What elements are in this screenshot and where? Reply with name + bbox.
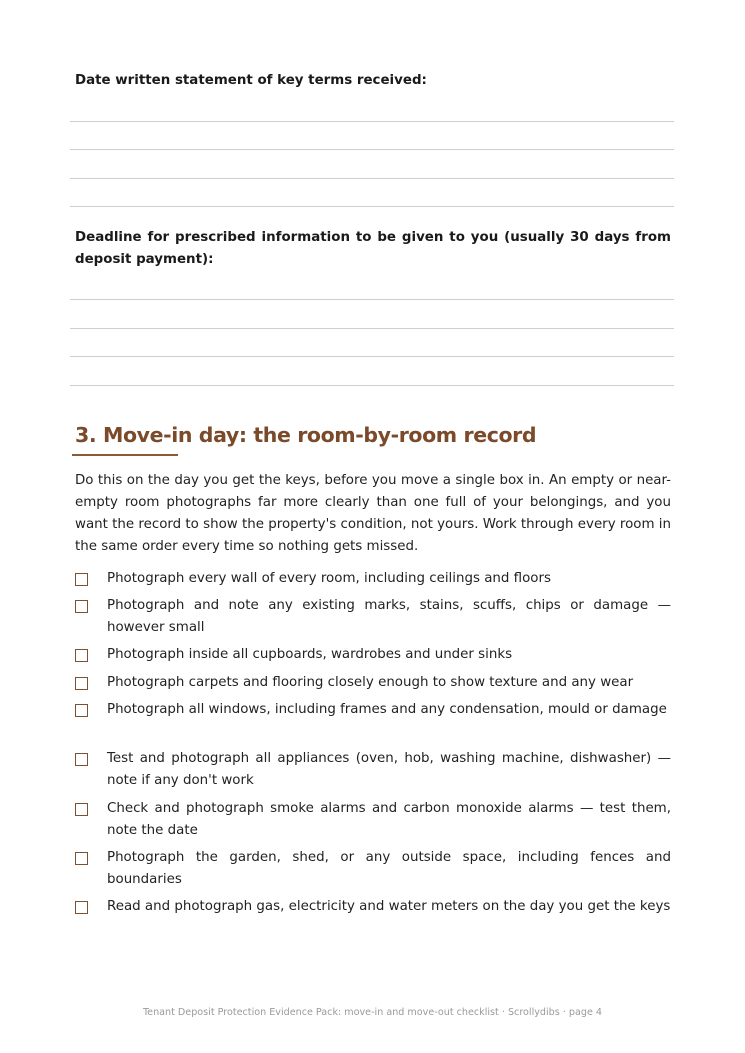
checkbox[interactable] — [75, 649, 88, 662]
section-heading: 3. Move-in day: the room-by-room record — [75, 423, 537, 447]
writing-line[interactable] — [70, 328, 674, 329]
checklist-item-text: Photograph and note any existing marks, stains, scuffs, chips or damage — however small — [107, 598, 671, 635]
writing-line[interactable] — [70, 178, 674, 179]
checkbox[interactable] — [75, 600, 88, 613]
field-label-prescribed-info-deadline: Deadline for prescribed information to be given to you (usually 30 days from deposit payment): — [75, 230, 671, 267]
checklist-item-text: Photograph carpets and flooring closely enough to show texture and any wear — [107, 675, 634, 690]
writing-line[interactable] — [70, 299, 674, 300]
writing-line[interactable] — [70, 385, 674, 386]
checklist-item-text: Photograph all windows, including frames and any condensation, mould or damage — [107, 702, 667, 717]
checkbox[interactable] — [75, 753, 88, 766]
checklist-item-text: Read and photograph gas, electricity and water meters on the day you get the keys — [107, 899, 671, 914]
checklist-item-text: Photograph the garden, shed, or any outside space, including fences and boundaries — [107, 850, 671, 887]
writing-line[interactable] — [70, 206, 674, 207]
checkbox[interactable] — [75, 803, 88, 816]
checklist-item-text: Photograph inside all cupboards, wardrobes and under sinks — [107, 647, 513, 662]
checkbox[interactable] — [75, 901, 88, 914]
writing-line[interactable] — [70, 121, 674, 122]
checkbox[interactable] — [75, 852, 88, 865]
page-footer: Tenant Deposit Protection Evidence Pack: move-in and move-out checklist · Scrollydibs · page 4 — [142, 1007, 603, 1018]
writing-line[interactable] — [70, 149, 674, 150]
section-intro: Do this on the day you get the keys, before you move a single box in. An empty or near-empty room photographs far more clearly than one full of your belongings, and you want the record to show the property's condition, not yours. Work through every room in the same order every time so nothing gets missed. — [75, 473, 671, 554]
writing-line[interactable] — [70, 356, 674, 357]
checklist-item-text: Photograph every wall of every room, including ceilings and floors — [107, 571, 551, 586]
field-label-key-terms-date: Date written statement of key terms received: — [75, 73, 427, 88]
checklist-item-text: Check and photograph smoke alarms and carbon monoxide alarms — test them, note the date — [107, 801, 671, 838]
checkbox[interactable] — [75, 704, 88, 717]
checklist-item-text: Test and photograph all appliances (oven, hob, washing machine, dishwasher) — note if any don't work — [107, 751, 671, 788]
heading-underline — [72, 454, 178, 456]
checkbox[interactable] — [75, 677, 88, 690]
checkbox[interactable] — [75, 573, 88, 586]
